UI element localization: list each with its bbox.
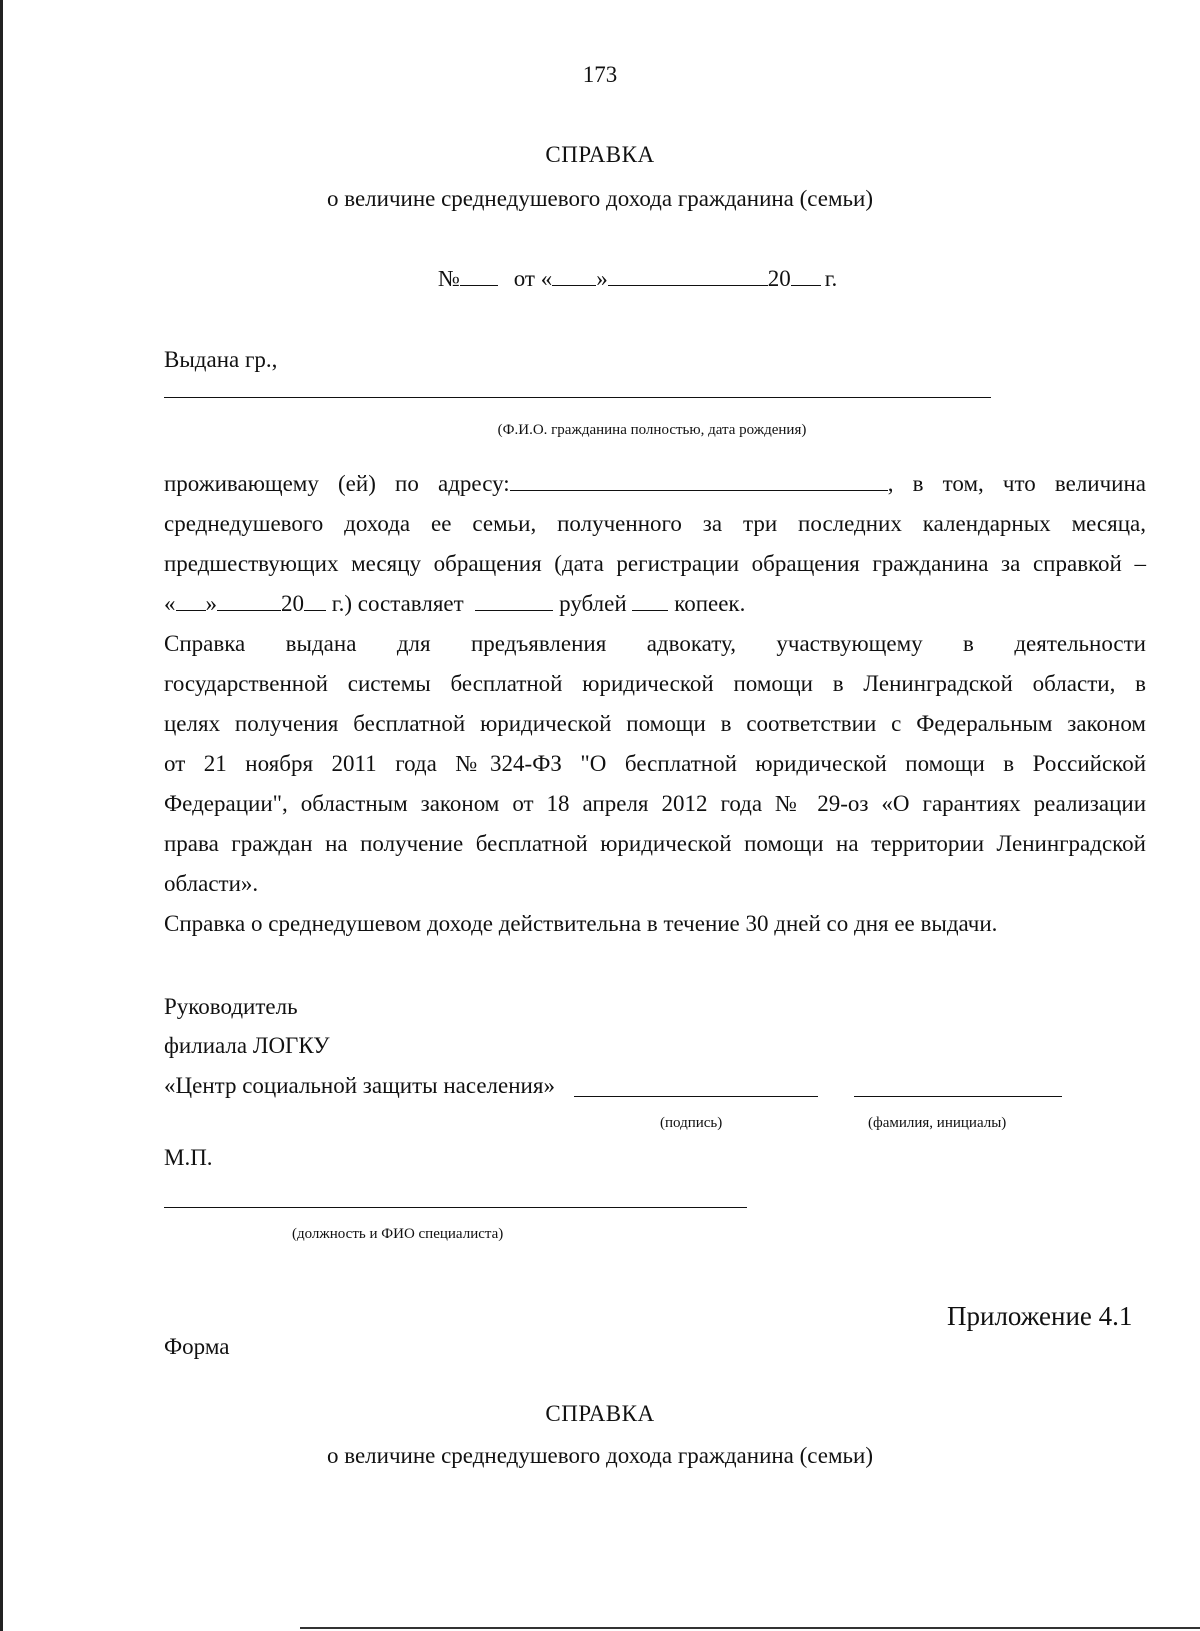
address-prefix: проживающему (ей) по адресу: — [164, 471, 510, 496]
year-prefix: 20 — [767, 266, 791, 291]
amount-prefix: г.) составляет — [331, 591, 464, 616]
number-date-line — [438, 265, 837, 292]
specialist-line[interactable] — [164, 1207, 747, 1208]
purpose-line-1: Справка выдана для предъявления адвокату, участвующему в деятельности — [164, 631, 1146, 656]
body-line-3: предшествующих месяцу обращения (дата регистрации обращения гражданина за справкой – — [164, 551, 1146, 576]
kopecks-blank[interactable] — [632, 590, 668, 611]
number-blank[interactable] — [460, 265, 498, 286]
stamp-place-label: М.П. — [164, 1145, 213, 1170]
amount-line — [164, 584, 1146, 624]
year-blank[interactable] — [791, 265, 821, 286]
purpose-line-6: права граждан на получение бесплатной юридической помощи на территории Ленинградской — [164, 831, 1146, 856]
page-number: 173 — [582, 62, 618, 87]
rubles-label: рублей — [559, 591, 627, 616]
head-title-line-1: Руководитель — [164, 994, 298, 1019]
date-day-blank[interactable] — [176, 590, 206, 611]
purpose-line-4: от 21 ноября 2011 года №324-ФЗ "О бесплатной юридической помощи в Российской — [164, 751, 1146, 776]
address-line — [164, 464, 1146, 504]
purpose-line-3: целях получения бесплатной юридической помощи в соответствии с Федеральным законом — [164, 711, 1146, 736]
address-blank[interactable] — [510, 470, 888, 491]
signature-caption: (подпись) — [660, 1115, 723, 1131]
scan-edge-bottom — [300, 1627, 1200, 1629]
body-line-2: среднедушевого дохода ее семьи, полученного за три последних календарных месяца, — [164, 511, 1146, 536]
scan-edge — [0, 0, 3, 1631]
purpose-line-5: Федерации", областным законом от 18 апреля 2012 года № 29-оз «О гарантиях реализации — [164, 791, 1146, 816]
date-close: » — [205, 591, 217, 616]
address-suffix: , в том, что величина — [887, 471, 1147, 496]
day-blank[interactable] — [552, 265, 596, 286]
number-sign: № — [438, 266, 460, 291]
certificate-2-title: СПРАВКА — [545, 1401, 655, 1426]
date-year-blank[interactable] — [304, 590, 326, 611]
head-title-line-2: филиала ЛОГКУ — [164, 1033, 330, 1058]
appendix-label: Приложение 4.1 — [947, 1301, 1133, 1331]
purpose-line-7: области». — [164, 871, 259, 896]
certificate-2-subtitle: о величине среднедушевого дохода гражданина (семьи) — [326, 1443, 874, 1468]
fio-caption: (Ф.И.О. гражданина полностью, дата рождения) — [497, 422, 807, 438]
form-label: Форма — [164, 1334, 230, 1359]
issued-to-label: Выдана гр., — [164, 347, 278, 372]
from-label: от « — [513, 266, 553, 291]
certificate-body — [164, 464, 1146, 944]
specialist-caption: (должность и ФИО специалиста) — [292, 1226, 504, 1242]
month-blank[interactable] — [608, 265, 768, 286]
date-month-blank[interactable] — [217, 590, 281, 611]
quote-close: » — [596, 266, 608, 291]
date-open: « — [164, 591, 176, 616]
certificate-title: СПРАВКА — [545, 142, 655, 167]
signature-line[interactable] — [574, 1096, 818, 1097]
kopecks-label: копеек. — [674, 591, 746, 616]
year-suffix: г. — [824, 266, 838, 291]
date-year: 20 — [281, 591, 304, 616]
fio-line[interactable] — [164, 397, 991, 398]
purpose-line-2: государственной системы бесплатной юридической помощи в Ленинградской области, в — [164, 671, 1146, 696]
head-title-line-3: «Центр социальной защиты населения» — [164, 1073, 555, 1098]
name-initials-caption: (фамилия, инициалы) — [868, 1115, 1007, 1131]
certificate-subtitle: о величине среднедушевого дохода гражданина (семьи) — [326, 186, 874, 211]
rubles-blank[interactable] — [475, 590, 553, 611]
name-initials-line[interactable] — [854, 1096, 1062, 1097]
validity-line: Справка о среднедушевом доходе действительна в течение 30 дней со дня ее выдачи. — [164, 911, 998, 936]
